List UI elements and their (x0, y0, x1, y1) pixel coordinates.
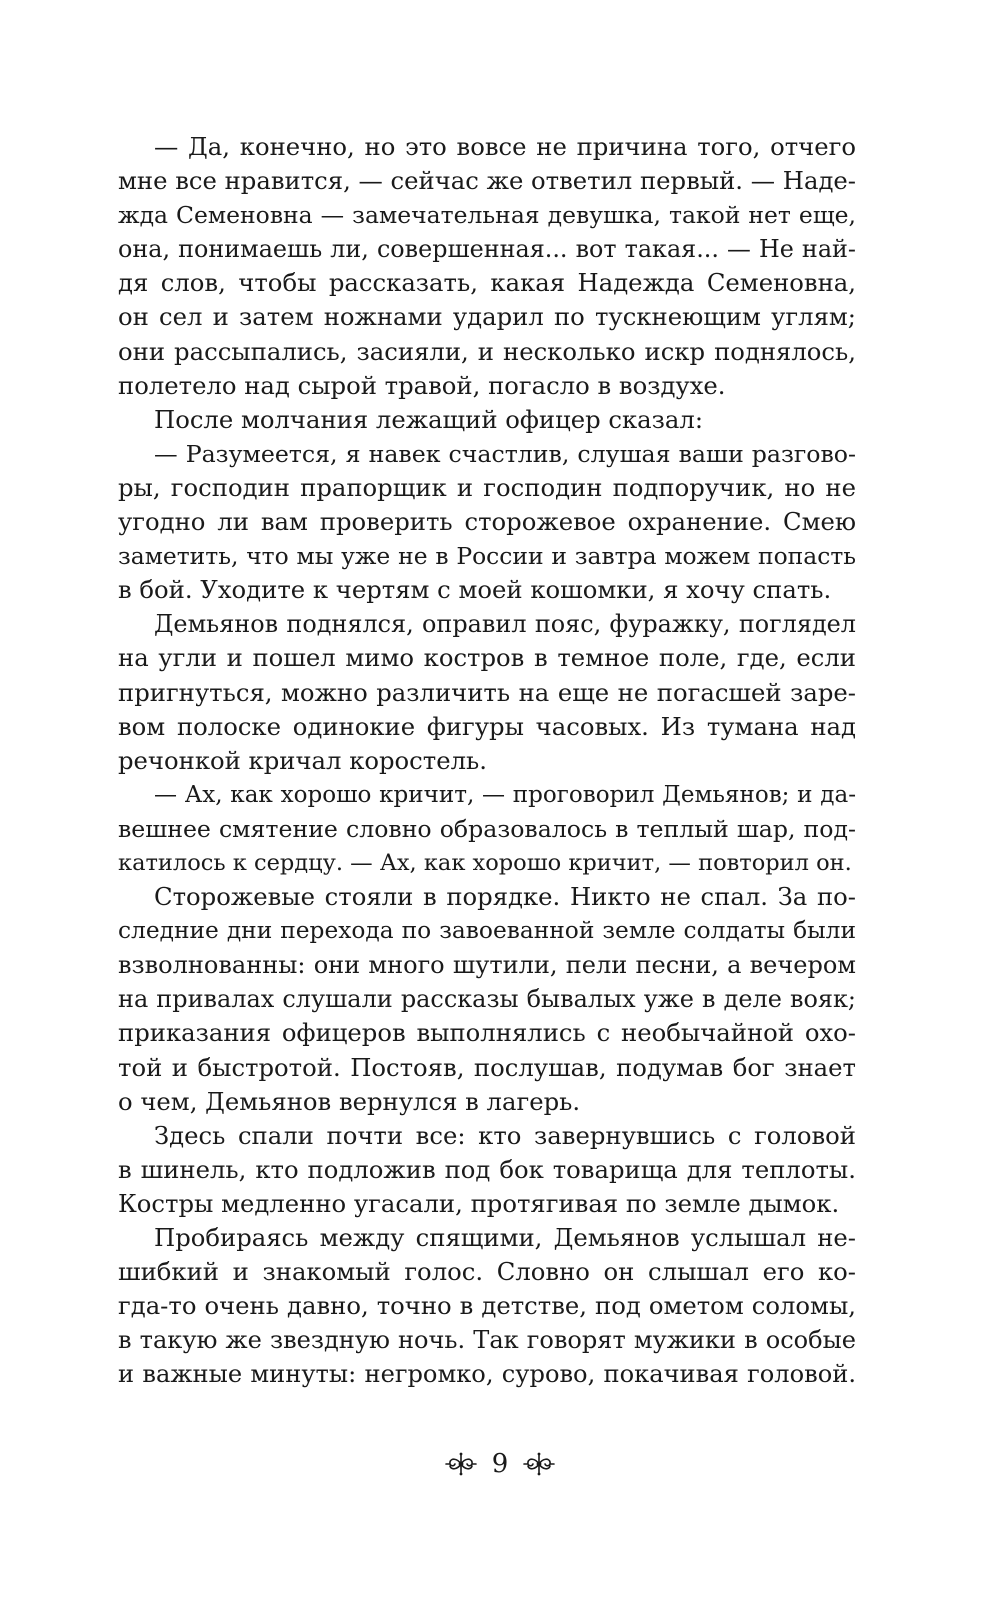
text-line: шибкий и знакомый голос. Словно он слышал его ко- (118, 1257, 856, 1287)
floral-ornament-left-icon (444, 1449, 478, 1479)
text-line: речонкой кричал коростель. (118, 745, 487, 775)
text-line: о чем, Демьянов вернулся в лагерь. (118, 1086, 581, 1116)
text-line: Демьянов поднялся, оправил пояс, фуражку, поглядел (154, 610, 856, 639)
text-line: — Да, конечно, но это вовсе не причина того, отчего (154, 132, 856, 161)
text-line: мне все нравится, — сейчас же ответил первый. — Наде- (118, 166, 856, 196)
text-line: катилось к сердцу. — Ах, как хорошо кричит, — повторил он. (118, 849, 852, 876)
text-line: — Разумеется, я навек счастлив, слушая ваши разгово- (154, 439, 856, 468)
text-line: Пробираясь между спящими, Демьянов услышал не- (154, 1223, 856, 1252)
text-line: вом полоске одинокие фигуры часовых. Из тумана над (118, 711, 856, 741)
text-line: вешнее смятение словно образовалось в теплый шар, под- (118, 814, 856, 843)
text-line: следние дни перехода по завоеванной земле солдаты были (118, 917, 856, 945)
text-line: Костры медленно угасали, протягивая по земле дымок. (118, 1188, 840, 1218)
text-line: в бой. Уходите к чертям с моей кошомки, я хочу спать. (118, 575, 832, 605)
text-line: заметить, что мы уже не в России и завтра можем попасть (118, 542, 856, 571)
text-line: в такую же звездную ночь. Так говорят мужики в особые (118, 1326, 856, 1355)
text-line: и важные минуты: негромко, сурово, покачивая головой. (118, 1360, 856, 1389)
text-line: гда-то очень давно, точно в детстве, под ометом соломы, (118, 1291, 856, 1321)
text-line: на угли и пошел мимо костров в темное поле, где, если (118, 643, 856, 673)
text-line: взволнованны: они много шутили, пели песни, а вечером (118, 951, 856, 980)
page-number: 9 (491, 1449, 509, 1479)
text-line: После молчания лежащий офицер сказал: (154, 404, 704, 434)
text-line: пригнуться, можно различить на еще не погасшей заре- (118, 677, 856, 707)
text-line: на привалах слушали рассказы бывалых уже в деле вояк; (118, 985, 856, 1014)
text-line: он сел и затем ножнами ударил по тускнеющим углям; (118, 302, 856, 332)
text-line: дя слов, чтобы рассказать, какая Надежда Семеновна, (118, 268, 856, 298)
page-footer (0, 1444, 1000, 1484)
text-line: жда Семеновна — замечательная девушка, такой нет еще, (118, 201, 856, 230)
text-line: ры, господин прапорщик и господин подпоручик, но не (118, 472, 856, 502)
text-line: Сторожевые стояли в порядке. Никто не спал. За по- (154, 882, 856, 912)
text-line: полетело над сырой травой, погасло в воздухе. (118, 370, 726, 400)
text-line: — Ах, как хорошо кричит, — проговорил Демьянов; и да- (154, 781, 856, 808)
floral-ornament-right-icon (522, 1449, 556, 1479)
text-line: угодно ли вам проверить сторожевое охранение. Смею (118, 507, 856, 537)
text-line: в шинель, кто подложив под бок товарища для теплоты. (118, 1154, 856, 1184)
text-line: той и быстротой. Постояв, послушав, подумав бог знает (118, 1052, 856, 1082)
text-line: Здесь спали почти все: кто завернувшись с головой (154, 1120, 856, 1150)
body-text (118, 130, 856, 1391)
text-line: она, понимаешь ли, совершенная... вот такая... — Не най- (118, 235, 856, 264)
text-line: они рассыпались, засияли, и несколько искр поднялось, (118, 336, 856, 366)
text-line: приказания офицеров выполнялись с необычайной охо- (118, 1018, 856, 1048)
